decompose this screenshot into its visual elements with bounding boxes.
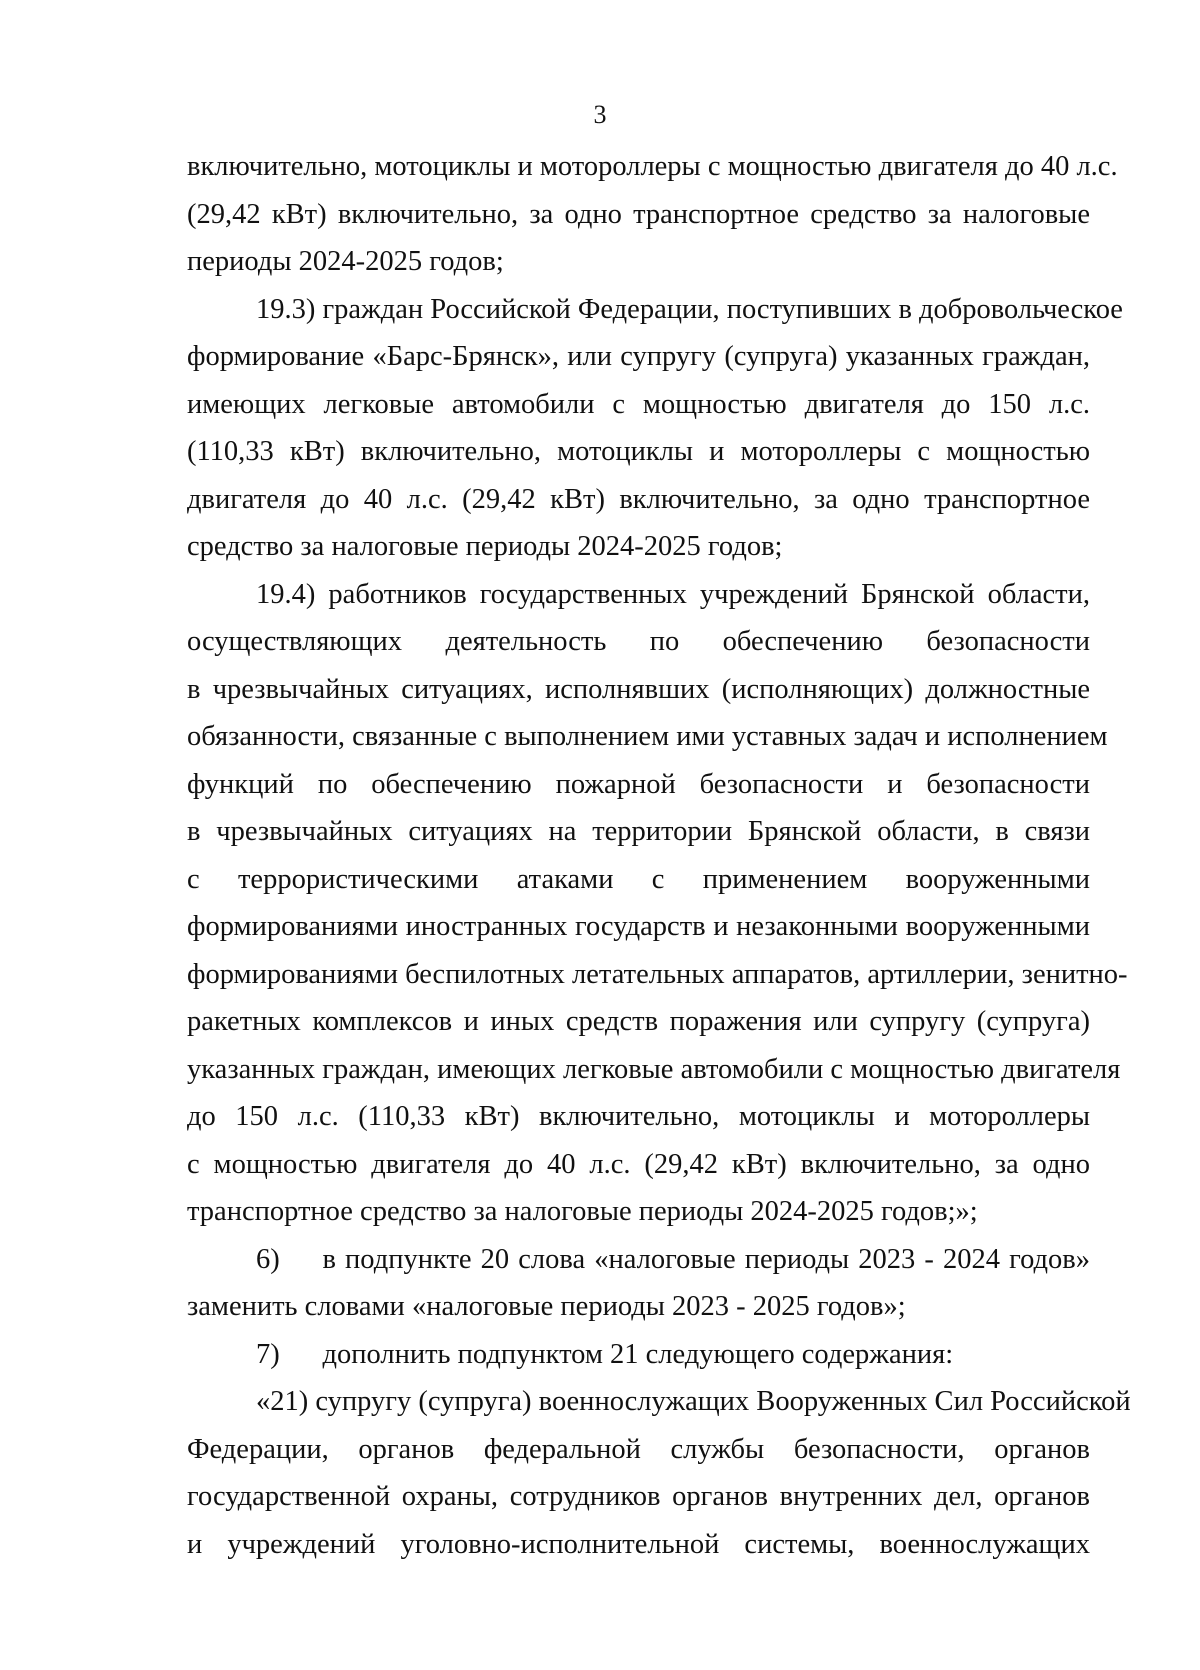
text-line: в чрезвычайных ситуациях на территории Брянской области, в связи: [187, 816, 1090, 847]
text-line: средство за налоговые периоды 2024-2025 годов;: [187, 531, 783, 562]
text-line: указанных граждан, имеющих легковые автомобили с мощностью двигателя: [187, 1053, 1121, 1085]
text-line: ракетных комплексов и иных средств поражения или супругу (супруга): [187, 1006, 1090, 1037]
text-line: (29,42 кВт) включительно, за одно транспортное средство за налоговые: [187, 198, 1090, 230]
page-number: 3: [593, 100, 607, 129]
text-line: формированиями беспилотных летательных аппаратов, артиллерии, зенитно-: [187, 958, 1128, 990]
text-line: транспортное средство за налоговые периоды 2024-2025 годов;»;: [187, 1196, 978, 1227]
text-line: 19.4) работников государственных учреждений Брянской области,: [256, 578, 1090, 610]
text-line: 7) дополнить подпунктом 21 следующего содержания:: [256, 1338, 954, 1370]
text-line: осуществляющих деятельность по обеспечению безопасности: [187, 626, 1090, 657]
text-line: имеющих легковые автомобили с мощностью двигателя до 150 л.с.: [187, 388, 1090, 420]
text-line: «21) супругу (супруга) военнослужащих Вооруженных Сил Российской: [256, 1386, 1131, 1417]
text-line: формирование «Барс-Брянск», или супругу (супруга) указанных граждан,: [187, 341, 1090, 372]
text-line: включительно, мотоциклы и мотороллеры с мощностью двигателя до 40 л.с.: [187, 151, 1118, 182]
text-line: формированиями иностранных государств и незаконными вооруженными: [187, 911, 1090, 942]
text-line: с террористическими атаками с применением вооруженными: [187, 863, 1090, 895]
text-line: с мощностью двигателя до 40 л.с. (29,42 кВт) включительно, за одно: [187, 1148, 1090, 1180]
text-line: двигателя до 40 л.с. (29,42 кВт) включительно, за одно транспортное: [187, 483, 1090, 515]
text-line: обязанности, связанные с выполнением ими уставных задач и исполнением: [187, 721, 1108, 752]
text-line: 6) в подпункте 20 слова «налоговые периоды 2023 - 2024 годов»: [256, 1243, 1090, 1275]
text-line: заменить словами «налоговые периоды 2023 - 2025 годов»;: [187, 1291, 906, 1322]
text-line: Федерации, органов федеральной службы безопасности, органов: [187, 1433, 1090, 1465]
text-line: функций по обеспечению пожарной безопасности и безопасности: [187, 768, 1090, 800]
text-line: в чрезвычайных ситуациях, исполнявших (исполняющих) должностные: [187, 673, 1090, 705]
text-line: до 150 л.с. (110,33 кВт) включительно, мотоциклы и мотороллеры: [187, 1101, 1090, 1132]
text-line: и учреждений уголовно-исполнительной системы, военнослужащих: [187, 1528, 1090, 1560]
document-body: [187, 143, 1131, 1568]
text-line: периоды 2024-2025 годов;: [187, 246, 504, 277]
text-line: 19.3) граждан Российской Федерации, поступивших в добровольческое: [256, 293, 1123, 325]
text-line: (110,33 кВт) включительно, мотоциклы и мотороллеры с мощностью: [187, 436, 1090, 467]
text-line: государственной охраны, сотрудников органов внутренних дел, органов: [187, 1481, 1090, 1512]
